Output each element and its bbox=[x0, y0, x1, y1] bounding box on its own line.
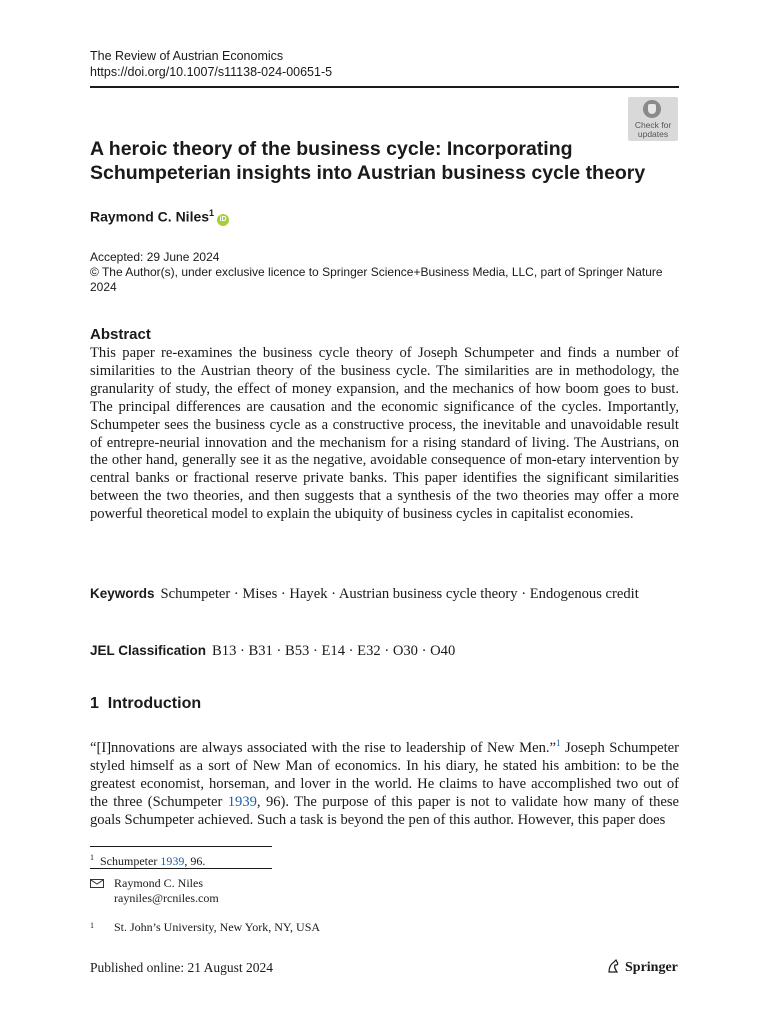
contact-rule bbox=[90, 868, 272, 869]
header-rule bbox=[90, 86, 679, 88]
intro-paragraph: “[I]nnovations are always associated with the rise to leadership of New Men.”$^1$ Joseph Schumpeter styled himself as a sort of New Man of economics. In his diary, he stated his ambition: to be the greatest economist, horseman, and lover in the world. He claims to have accomplished two out of the three (Schumpeter 1939, 96). The purpose of this paper is not to validate how many of these goals Schumpeter achieved. Such a task is beyond the pen of this author. However, this paper does bbox=[90, 738, 679, 829]
publisher-logo bbox=[606, 959, 678, 976]
journal-header bbox=[90, 48, 332, 80]
paper-title: A heroic theory of the business cycle: Incorporating Schumpeterian insights into Austrian business cycle theory bbox=[90, 138, 646, 184]
copyright-notice: © The Author(s), under exclusive licence to Springer Science+Business Media, LLC, part of Springer Nature 2024 bbox=[90, 265, 663, 294]
abstract-heading: Abstract bbox=[90, 326, 151, 343]
check-for-updates-button[interactable]: Check for updates bbox=[628, 97, 678, 141]
crossmark-icon bbox=[643, 100, 661, 118]
footnote-ref-1[interactable]: 1 bbox=[556, 738, 561, 748]
citation-link-1939[interactable]: 1939 bbox=[227, 794, 257, 811]
section-title: Introduction bbox=[107, 695, 202, 712]
contact-email[interactable]: rayniles@rcniles.com bbox=[114, 891, 219, 905]
keywords-label: Keywords bbox=[90, 586, 155, 601]
footnote-rule bbox=[90, 846, 272, 847]
author-name[interactable]: Raymond C. Niles bbox=[90, 208, 210, 225]
article-meta bbox=[90, 250, 680, 295]
publisher-name: Springer bbox=[625, 960, 678, 975]
jel-codes: B13 · B31 · B53 · E14 · E32 · O30 · O40 bbox=[212, 643, 456, 659]
keywords-list: Schumpeter · Mises · Hayek · Austrian business cycle theory · Endogenous credit bbox=[160, 586, 639, 602]
doi-link[interactable]: https://doi.org/10.1007/s11138-024-00651-5 bbox=[90, 65, 333, 79]
jel-classification bbox=[90, 642, 679, 660]
springer-horse-icon bbox=[606, 959, 620, 973]
author-line bbox=[90, 208, 229, 226]
orcid-icon[interactable]: iD bbox=[217, 214, 229, 226]
keywords bbox=[90, 585, 679, 603]
author-affiliation-ref: 1 bbox=[209, 208, 215, 218]
envelope-icon bbox=[90, 879, 104, 888]
accepted-date: Accepted: 29 June 2024 bbox=[90, 250, 220, 264]
footnote-1: $^1$ Schumpeter 1939, 96. bbox=[90, 853, 206, 868]
published-date: Published online: 21 August 2024 bbox=[90, 960, 274, 975]
footnote-citation-link[interactable]: 1939 bbox=[160, 854, 185, 868]
contact-name: Raymond C. Niles bbox=[114, 876, 203, 890]
abstract-text: This paper re-examines the business cycle theory of Joseph Schumpeter and finds a number of similarities to the Austrian theory of the business cycle. The similarities are in methodology, the granularity of study, the effect of money expansion, and the mechanics of how boom goes to bust. The principal differences are causation and the economic significance of the cycles. Importantly, Schumpeter sees the business cycle as a constructive process, the inevitable and unavoidable result of entrepre-neurial innovation and the mechanism for a rising standard of living. The Austrians, on the other hand, generally see it as the negative, avoidable consequence of mon-etary intervention by central banks or fractional reserve private banks. This paper identifies the significant similarities between the two theories, and then suggests that a synthesis of the two theories may offer a more powerful theoretical model to explain the ubiquity of business cycles in capitalist economies. bbox=[90, 345, 679, 523]
affiliation-text: St. John’s University, New York, NY, USA bbox=[114, 920, 321, 934]
journal-name: The Review of Austrian Economics bbox=[90, 49, 284, 63]
jel-label: JEL Classification bbox=[90, 643, 207, 658]
section-heading bbox=[90, 695, 201, 713]
section-number: 1 bbox=[90, 695, 99, 712]
